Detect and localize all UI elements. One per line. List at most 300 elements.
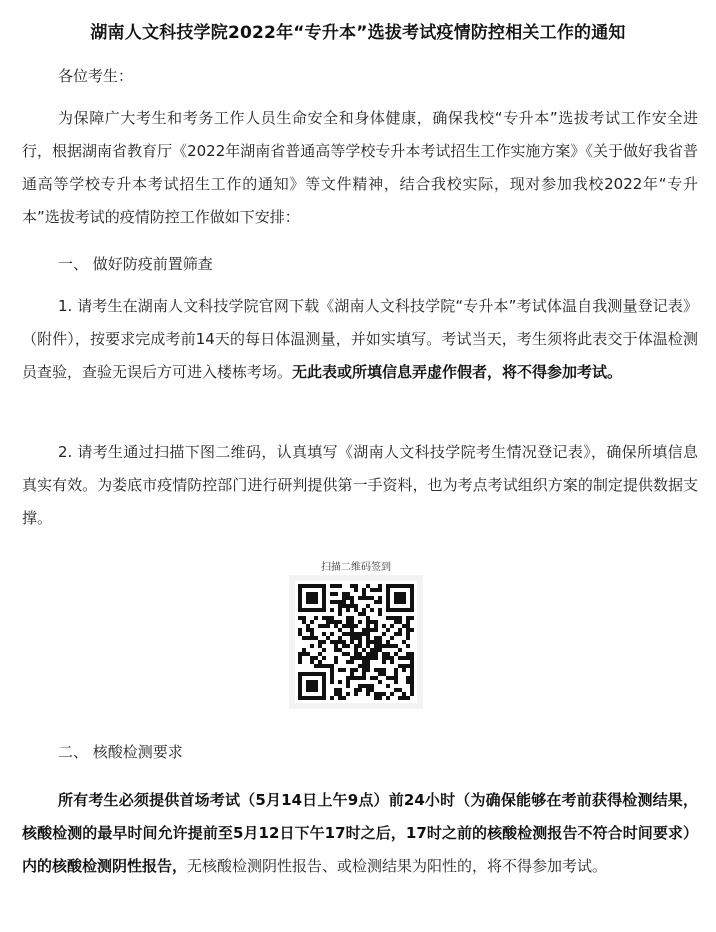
qr-module xyxy=(314,672,318,676)
qr-module xyxy=(302,648,306,652)
qr-module xyxy=(390,636,394,640)
qr-module xyxy=(322,588,326,592)
qr-module xyxy=(366,632,370,636)
qr-module xyxy=(334,592,338,596)
qr-module xyxy=(310,644,314,648)
qr-module xyxy=(314,636,318,640)
qr-module xyxy=(362,612,366,616)
qr-module xyxy=(406,696,410,700)
nucleic-test-consequence: 无核酸检测阴性报告、或检测结果为阳性的，将不得参加考试。 xyxy=(187,857,608,875)
qr-module xyxy=(318,624,322,628)
qr-module xyxy=(298,628,302,632)
qr-module xyxy=(386,608,390,612)
qr-module xyxy=(374,628,378,632)
qr-module xyxy=(314,600,318,604)
qr-module xyxy=(382,656,386,660)
qr-module xyxy=(346,660,350,664)
qr-module xyxy=(394,596,398,600)
qr-module xyxy=(410,596,414,600)
qr-module xyxy=(350,636,354,640)
qr-module xyxy=(354,608,358,612)
qr-module xyxy=(326,664,330,668)
qr-module xyxy=(354,692,358,696)
qr-caption: 扫描二维码签到 xyxy=(321,562,391,573)
qr-module xyxy=(398,600,402,604)
qr-module xyxy=(306,636,310,640)
item-1-warning: 无此表或所填信息弄虚作假者，将不得参加考试。 xyxy=(292,363,623,381)
qr-module xyxy=(310,628,314,632)
qr-module xyxy=(342,604,346,608)
qr-module xyxy=(318,584,322,588)
qr-module xyxy=(366,656,370,660)
qr-module xyxy=(310,660,314,664)
qr-code[interactable] xyxy=(289,575,423,709)
qr-module xyxy=(314,596,318,600)
qr-module xyxy=(374,620,378,624)
qr-module xyxy=(370,688,374,692)
qr-module xyxy=(346,604,350,608)
qr-module xyxy=(326,624,330,628)
qr-module xyxy=(370,656,374,660)
qr-module xyxy=(330,584,334,588)
qr-module xyxy=(394,672,398,676)
qr-module xyxy=(350,624,354,628)
qr-module xyxy=(378,696,382,700)
qr-module xyxy=(402,608,406,612)
qr-module xyxy=(334,688,338,692)
qr-module xyxy=(406,652,410,656)
qr-module xyxy=(354,652,358,656)
qr-module xyxy=(386,696,390,700)
qr-module xyxy=(398,584,402,588)
qr-module xyxy=(354,632,358,636)
qr-module xyxy=(306,584,310,588)
qr-module xyxy=(386,596,390,600)
qr-module xyxy=(298,632,302,636)
qr-module xyxy=(350,628,354,632)
qr-module xyxy=(394,620,398,624)
qr-module xyxy=(358,596,362,600)
qr-module xyxy=(322,664,326,668)
qr-module xyxy=(410,600,414,604)
qr-module xyxy=(370,652,374,656)
qr-module xyxy=(362,656,366,660)
qr-module xyxy=(382,652,386,656)
qr-module xyxy=(406,644,410,648)
qr-module xyxy=(390,624,394,628)
qr-module xyxy=(314,696,318,700)
qr-module xyxy=(306,680,310,684)
qr-module xyxy=(346,620,350,624)
qr-module xyxy=(378,668,382,672)
qr-module xyxy=(350,672,354,676)
qr-module xyxy=(382,624,386,628)
qr-module xyxy=(366,636,370,640)
qr-module xyxy=(314,616,318,620)
qr-module xyxy=(374,696,378,700)
qr-module xyxy=(302,696,306,700)
qr-module xyxy=(386,684,390,688)
qr-module xyxy=(406,628,410,632)
qr-module xyxy=(386,604,390,608)
qr-module xyxy=(306,608,310,612)
qr-module xyxy=(326,636,330,640)
qr-module xyxy=(298,616,302,620)
qr-module xyxy=(346,624,350,628)
qr-module xyxy=(310,684,314,688)
qr-module xyxy=(402,584,406,588)
qr-module xyxy=(362,592,366,596)
qr-module xyxy=(310,592,314,596)
qr-module xyxy=(374,668,378,672)
qr-module xyxy=(334,660,338,664)
qr-module xyxy=(394,600,398,604)
qr-module xyxy=(318,608,322,612)
qr-module xyxy=(394,680,398,684)
qr-module xyxy=(358,644,362,648)
qr-module xyxy=(346,692,350,696)
qr-module xyxy=(370,608,374,612)
qr-module xyxy=(314,664,318,668)
qr-module xyxy=(306,624,310,628)
qr-module xyxy=(382,668,386,672)
qr-module xyxy=(402,600,406,604)
qr-module xyxy=(354,584,358,588)
qr-module xyxy=(398,616,402,620)
qr-module xyxy=(318,640,322,644)
qr-module xyxy=(310,696,314,700)
qr-module xyxy=(350,600,354,604)
qr-module xyxy=(322,584,326,588)
qr-module xyxy=(322,616,326,620)
section-1-item-2: 2. 请考生通过扫描下图二维码，认真填写《湖南人文科技学院考生情况登记表》，确保所填信息真实有效。为娄底市疫情防控部门进行研判提供第一手资料，也为考点考试组织方案的制定提供数据支撑。 xyxy=(22,443,698,527)
qr-module xyxy=(406,632,410,636)
qr-module xyxy=(318,672,322,676)
qr-module xyxy=(346,684,350,688)
qr-module xyxy=(302,620,306,624)
qr-module xyxy=(322,692,326,696)
qr-module xyxy=(298,588,302,592)
qr-module xyxy=(330,608,334,612)
qr-module xyxy=(298,660,302,664)
qr-module xyxy=(302,652,306,656)
qr-module xyxy=(382,660,386,664)
qr-module xyxy=(370,684,374,688)
qr-module xyxy=(378,636,382,640)
qr-module xyxy=(386,584,390,588)
qr-module xyxy=(314,592,318,596)
qr-module xyxy=(402,668,406,672)
qr-module xyxy=(398,632,402,636)
qr-module xyxy=(394,688,398,692)
qr-module xyxy=(390,584,394,588)
qr-module xyxy=(330,592,334,596)
qr-module xyxy=(402,692,406,696)
qr-module xyxy=(338,636,342,640)
qr-module xyxy=(346,676,350,680)
qr-module xyxy=(330,680,334,684)
qr-module xyxy=(410,652,414,656)
qr-module xyxy=(330,600,334,604)
qr-module xyxy=(362,596,366,600)
qr-module xyxy=(354,656,358,660)
qr-module xyxy=(350,604,354,608)
qr-module xyxy=(342,696,346,700)
qr-module xyxy=(322,688,326,692)
qr-module xyxy=(410,664,414,668)
qr-module xyxy=(302,608,306,612)
qr-module xyxy=(410,616,414,620)
qr-module xyxy=(318,664,322,668)
qr-module xyxy=(306,596,310,600)
qr-module xyxy=(378,588,382,592)
qr-module xyxy=(378,644,382,648)
qr-module xyxy=(402,640,406,644)
qr-module xyxy=(358,632,362,636)
qr-module xyxy=(410,680,414,684)
qr-module xyxy=(322,596,326,600)
qr-module xyxy=(366,624,370,628)
qr-module xyxy=(310,632,314,636)
qr-module xyxy=(342,632,346,636)
qr-module xyxy=(322,676,326,680)
qr-module xyxy=(322,684,326,688)
qr-module xyxy=(394,592,398,596)
qr-module xyxy=(398,620,402,624)
qr-module xyxy=(378,680,382,684)
qr-module xyxy=(330,668,334,672)
qr-module xyxy=(394,676,398,680)
qr-module xyxy=(342,624,346,628)
qr-module xyxy=(410,668,414,672)
qr-module xyxy=(410,660,414,664)
qr-module xyxy=(358,640,362,644)
qr-module xyxy=(322,624,326,628)
qr-module xyxy=(338,688,342,692)
qr-module xyxy=(358,636,362,640)
qr-module xyxy=(346,596,350,600)
qr-module xyxy=(410,588,414,592)
qr-module xyxy=(386,644,390,648)
qr-module xyxy=(362,668,366,672)
qr-module xyxy=(410,688,414,692)
qr-module xyxy=(350,640,354,644)
salutation: 各位考生： xyxy=(58,67,134,85)
qr-module xyxy=(362,676,366,680)
nucleic-test-requirement: 所有考生必须提供首场考试（5月14日上午9点）前24小时（为确保能够在考前获得检测结果，核酸检测的最早时间允许提前至5月12日下午17时之后，17时之前的核酸检测报告不符合时间要求）内的核酸检测阴性报告， xyxy=(22,791,698,875)
qr-module xyxy=(358,612,362,616)
qr-module xyxy=(322,656,326,660)
qr-module xyxy=(398,664,402,668)
qr-module xyxy=(314,656,318,660)
qr-module xyxy=(314,608,318,612)
qr-module xyxy=(390,644,394,648)
qr-module xyxy=(402,592,406,596)
qr-module xyxy=(370,588,374,592)
qr-module xyxy=(386,628,390,632)
qr-module xyxy=(338,680,342,684)
qr-module xyxy=(342,640,346,644)
qr-module xyxy=(334,600,338,604)
qr-module xyxy=(334,584,338,588)
qr-module xyxy=(330,664,334,668)
qr-module xyxy=(398,688,402,692)
qr-module xyxy=(398,628,402,632)
qr-module xyxy=(370,628,374,632)
qr-module xyxy=(394,584,398,588)
qr-module xyxy=(314,684,318,688)
qr-module xyxy=(370,596,374,600)
qr-module xyxy=(334,656,338,660)
qr-module xyxy=(310,636,314,640)
qr-module xyxy=(410,608,414,612)
qr-module xyxy=(354,648,358,652)
qr-module xyxy=(310,688,314,692)
qr-module xyxy=(334,644,338,648)
qr-module xyxy=(366,616,370,620)
qr-module xyxy=(302,616,306,620)
qr-module xyxy=(330,676,334,680)
qr-module xyxy=(350,668,354,672)
qr-module xyxy=(410,604,414,608)
qr-module xyxy=(322,592,326,596)
qr-module xyxy=(354,688,358,692)
qr-module xyxy=(350,616,354,620)
qr-module xyxy=(374,648,378,652)
notice-title: 湖南人文科技学院2022年“专升本”选拔考试疫情防控相关工作的通知 xyxy=(90,23,626,43)
qr-module xyxy=(306,672,310,676)
qr-module xyxy=(366,652,370,656)
qr-module xyxy=(374,636,378,640)
qr-code-image xyxy=(289,575,423,709)
qr-module xyxy=(410,656,414,660)
qr-module xyxy=(394,608,398,612)
qr-module xyxy=(310,680,314,684)
qr-module xyxy=(350,620,354,624)
qr-module xyxy=(410,692,414,696)
qr-module xyxy=(406,620,410,624)
qr-module xyxy=(298,688,302,692)
qr-module xyxy=(326,620,330,624)
qr-module xyxy=(402,656,406,660)
qr-module xyxy=(330,640,334,644)
qr-module xyxy=(390,616,394,620)
qr-module xyxy=(338,648,342,652)
qr-module xyxy=(310,620,314,624)
qr-module xyxy=(298,652,302,656)
qr-module xyxy=(398,596,402,600)
qr-module xyxy=(354,644,358,648)
qr-module xyxy=(338,696,342,700)
qr-module xyxy=(350,584,354,588)
qr-module xyxy=(370,676,374,680)
qr-module xyxy=(410,676,414,680)
qr-module xyxy=(298,696,302,700)
qr-module xyxy=(338,692,342,696)
qr-module xyxy=(298,656,302,660)
qr-module xyxy=(318,644,322,648)
qr-module xyxy=(370,620,374,624)
qr-module xyxy=(322,648,326,652)
qr-module xyxy=(374,644,378,648)
qr-module xyxy=(298,600,302,604)
qr-module xyxy=(362,628,366,632)
qr-module xyxy=(406,656,410,660)
qr-module xyxy=(306,688,310,692)
qr-module xyxy=(334,624,338,628)
qr-module xyxy=(298,604,302,608)
qr-module xyxy=(338,608,342,612)
qr-module xyxy=(374,600,378,604)
qr-module xyxy=(362,664,366,668)
qr-module xyxy=(374,676,378,680)
qr-module xyxy=(406,584,410,588)
qr-module xyxy=(366,604,370,608)
qr-module xyxy=(358,676,362,680)
qr-module xyxy=(374,652,378,656)
qr-module xyxy=(366,644,370,648)
qr-module xyxy=(398,608,402,612)
qr-module xyxy=(330,616,334,620)
qr-module xyxy=(406,616,410,620)
qr-module xyxy=(370,640,374,644)
qr-module xyxy=(334,640,338,644)
qr-module xyxy=(390,608,394,612)
qr-module xyxy=(378,584,382,588)
qr-module xyxy=(346,680,350,684)
qr-module xyxy=(394,652,398,656)
qr-module xyxy=(374,624,378,628)
qr-module xyxy=(362,660,366,664)
qr-module xyxy=(354,588,358,592)
qr-module xyxy=(382,644,386,648)
qr-module xyxy=(386,656,390,660)
qr-module xyxy=(306,600,310,604)
qr-module xyxy=(330,632,334,636)
qr-module xyxy=(326,616,330,620)
qr-module xyxy=(358,688,362,692)
qr-module xyxy=(410,672,414,676)
qr-module xyxy=(358,684,362,688)
qr-module xyxy=(338,604,342,608)
qr-module xyxy=(354,624,358,628)
qr-module xyxy=(402,696,406,700)
qr-module xyxy=(354,676,358,680)
qr-module xyxy=(366,688,370,692)
qr-module xyxy=(298,680,302,684)
qr-module xyxy=(310,672,314,676)
qr-module xyxy=(350,632,354,636)
qr-module xyxy=(366,628,370,632)
qr-module xyxy=(370,648,374,652)
qr-module xyxy=(314,688,318,692)
qr-module xyxy=(342,596,346,600)
qr-module xyxy=(322,608,326,612)
qr-module xyxy=(386,588,390,592)
qr-module xyxy=(378,600,382,604)
qr-module xyxy=(338,620,342,624)
qr-module xyxy=(342,644,346,648)
qr-module xyxy=(306,684,310,688)
qr-module xyxy=(406,636,410,640)
qr-module xyxy=(366,584,370,588)
qr-module xyxy=(410,592,414,596)
qr-module xyxy=(378,672,382,676)
qr-module xyxy=(406,676,410,680)
qr-module xyxy=(362,608,366,612)
qr-module xyxy=(322,632,326,636)
qr-module xyxy=(362,672,366,676)
